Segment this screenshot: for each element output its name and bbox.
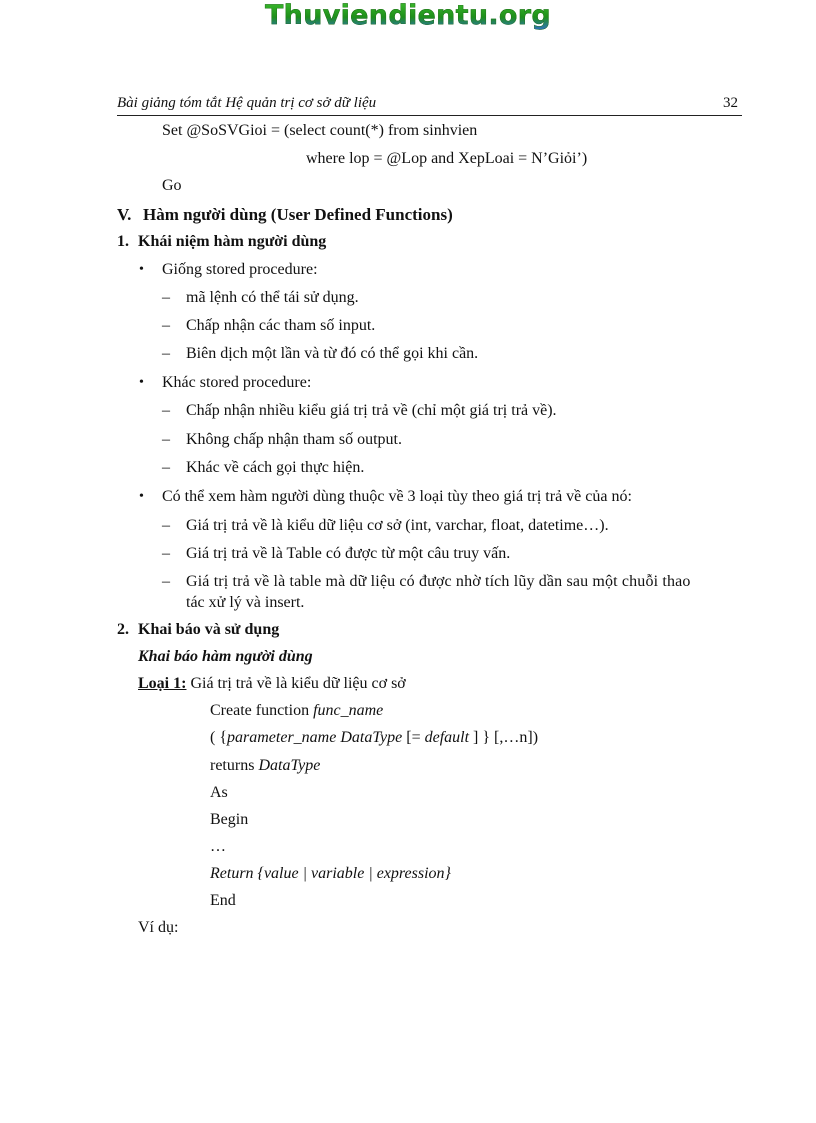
subsection-1-number: 1. [117,233,129,250]
subsection-2-title: Khai báo và sử dụng [138,621,280,638]
syntax-begin-line: Begin [210,811,249,828]
dash-icon: – [162,459,170,476]
dash-icon: – [162,545,170,562]
loai-1-line [138,675,406,693]
syntax-create-keyword: Create function [210,702,314,719]
syntax-param-name: parameter_name DataType [227,729,403,746]
bullet-3-item-1: Giá trị trả về là kiểu dữ liệu cơ sở (int, varchar, float, datetime…). [186,517,609,534]
bullet-3-text: Có thể xem hàm người dùng thuộc về 3 loại tùy theo giá trị trả về của nó: [162,488,632,505]
syntax-return-statement: Return {value | variable | expression} [210,865,451,882]
syntax-params-close: ] } [,…n]) [469,729,539,746]
header-title: Bài giảng tóm tắt Hệ quản trị cơ sở dữ liệu [117,95,377,111]
dash-icon: – [162,289,170,306]
bullet-1-item-2: Chấp nhận các tham số input. [186,317,376,334]
bullet-1-item-1: mã lệnh có thể tái sử dụng. [186,289,359,306]
syntax-params-open: ( { [210,729,228,746]
syntax-func-name: func_name [313,702,384,719]
section-v-number: V. [117,205,132,224]
bullet-1-text: Giống stored procedure: [162,261,318,278]
bullet-1-item-3: Biên dịch một lần và từ đó có thể gọi khi cần. [186,345,479,362]
dash-icon: – [162,345,170,362]
bullet-2-item-3: Khác về cách gọi thực hiện. [186,459,365,476]
loai-1-label: Loại 1: [138,675,187,692]
bullet-3-item-3-line-2: tác xử lý và insert. [186,594,305,611]
syntax-as-line: As [210,784,228,801]
bullet-2-item-1: Chấp nhận nhiều kiểu giá trị trả về (chỉ một giá trị trả về). [186,402,557,419]
syntax-return-line [210,865,451,883]
syntax-create-line [210,702,383,720]
bullet-icon: • [139,262,144,277]
example-label: Ví dụ: [138,919,179,936]
bullet-3-item-3-line-1: Giá trị trả về là table mà dữ liệu có được nhờ tích lũy dần sau một chuỗi thao [186,573,691,590]
section-v-title: Hàm người dùng (User Defined Functions) [143,205,453,224]
syntax-param-default: default [424,729,470,746]
code-line-where: where lop = @Lop and XepLoai = N’Giỏi’) [306,150,588,167]
dash-icon: – [162,431,170,448]
syntax-ellipsis-line: … [210,838,226,855]
declare-heading: Khai báo hàm người dùng [138,648,313,665]
loai-1-text: Giá trị trả về là kiểu dữ liệu cơ sở [186,675,406,692]
subsection-2-number: 2. [117,621,129,638]
code-line-set: Set @SoSVGioi = (select count(*) from sinhvien [162,122,478,139]
syntax-return-type: DataType [258,757,321,774]
watermark-logo: Thuviendientu.org [0,0,816,31]
bullet-2-text: Khác stored procedure: [162,374,312,391]
page-number: 32 [723,95,738,111]
syntax-params-line [210,729,538,747]
dash-icon: – [162,517,170,534]
page-header [117,95,742,116]
subsection-1-title: Khái niệm hàm người dùng [138,233,327,250]
bullet-3-item-2: Giá trị trả về là Table có được từ một câu truy vấn. [186,545,511,562]
bullet-icon: • [139,489,144,504]
code-line-go: Go [162,177,182,194]
bullet-icon: • [139,375,144,390]
syntax-returns-line [210,757,320,775]
dash-icon: – [162,402,170,419]
syntax-params-mid: [= [402,729,425,746]
bullet-2-item-2: Không chấp nhận tham số output. [186,431,402,448]
dash-icon: – [162,317,170,334]
syntax-returns-keyword: returns [210,757,259,774]
syntax-end-line: End [210,892,236,909]
dash-icon: – [162,573,170,590]
